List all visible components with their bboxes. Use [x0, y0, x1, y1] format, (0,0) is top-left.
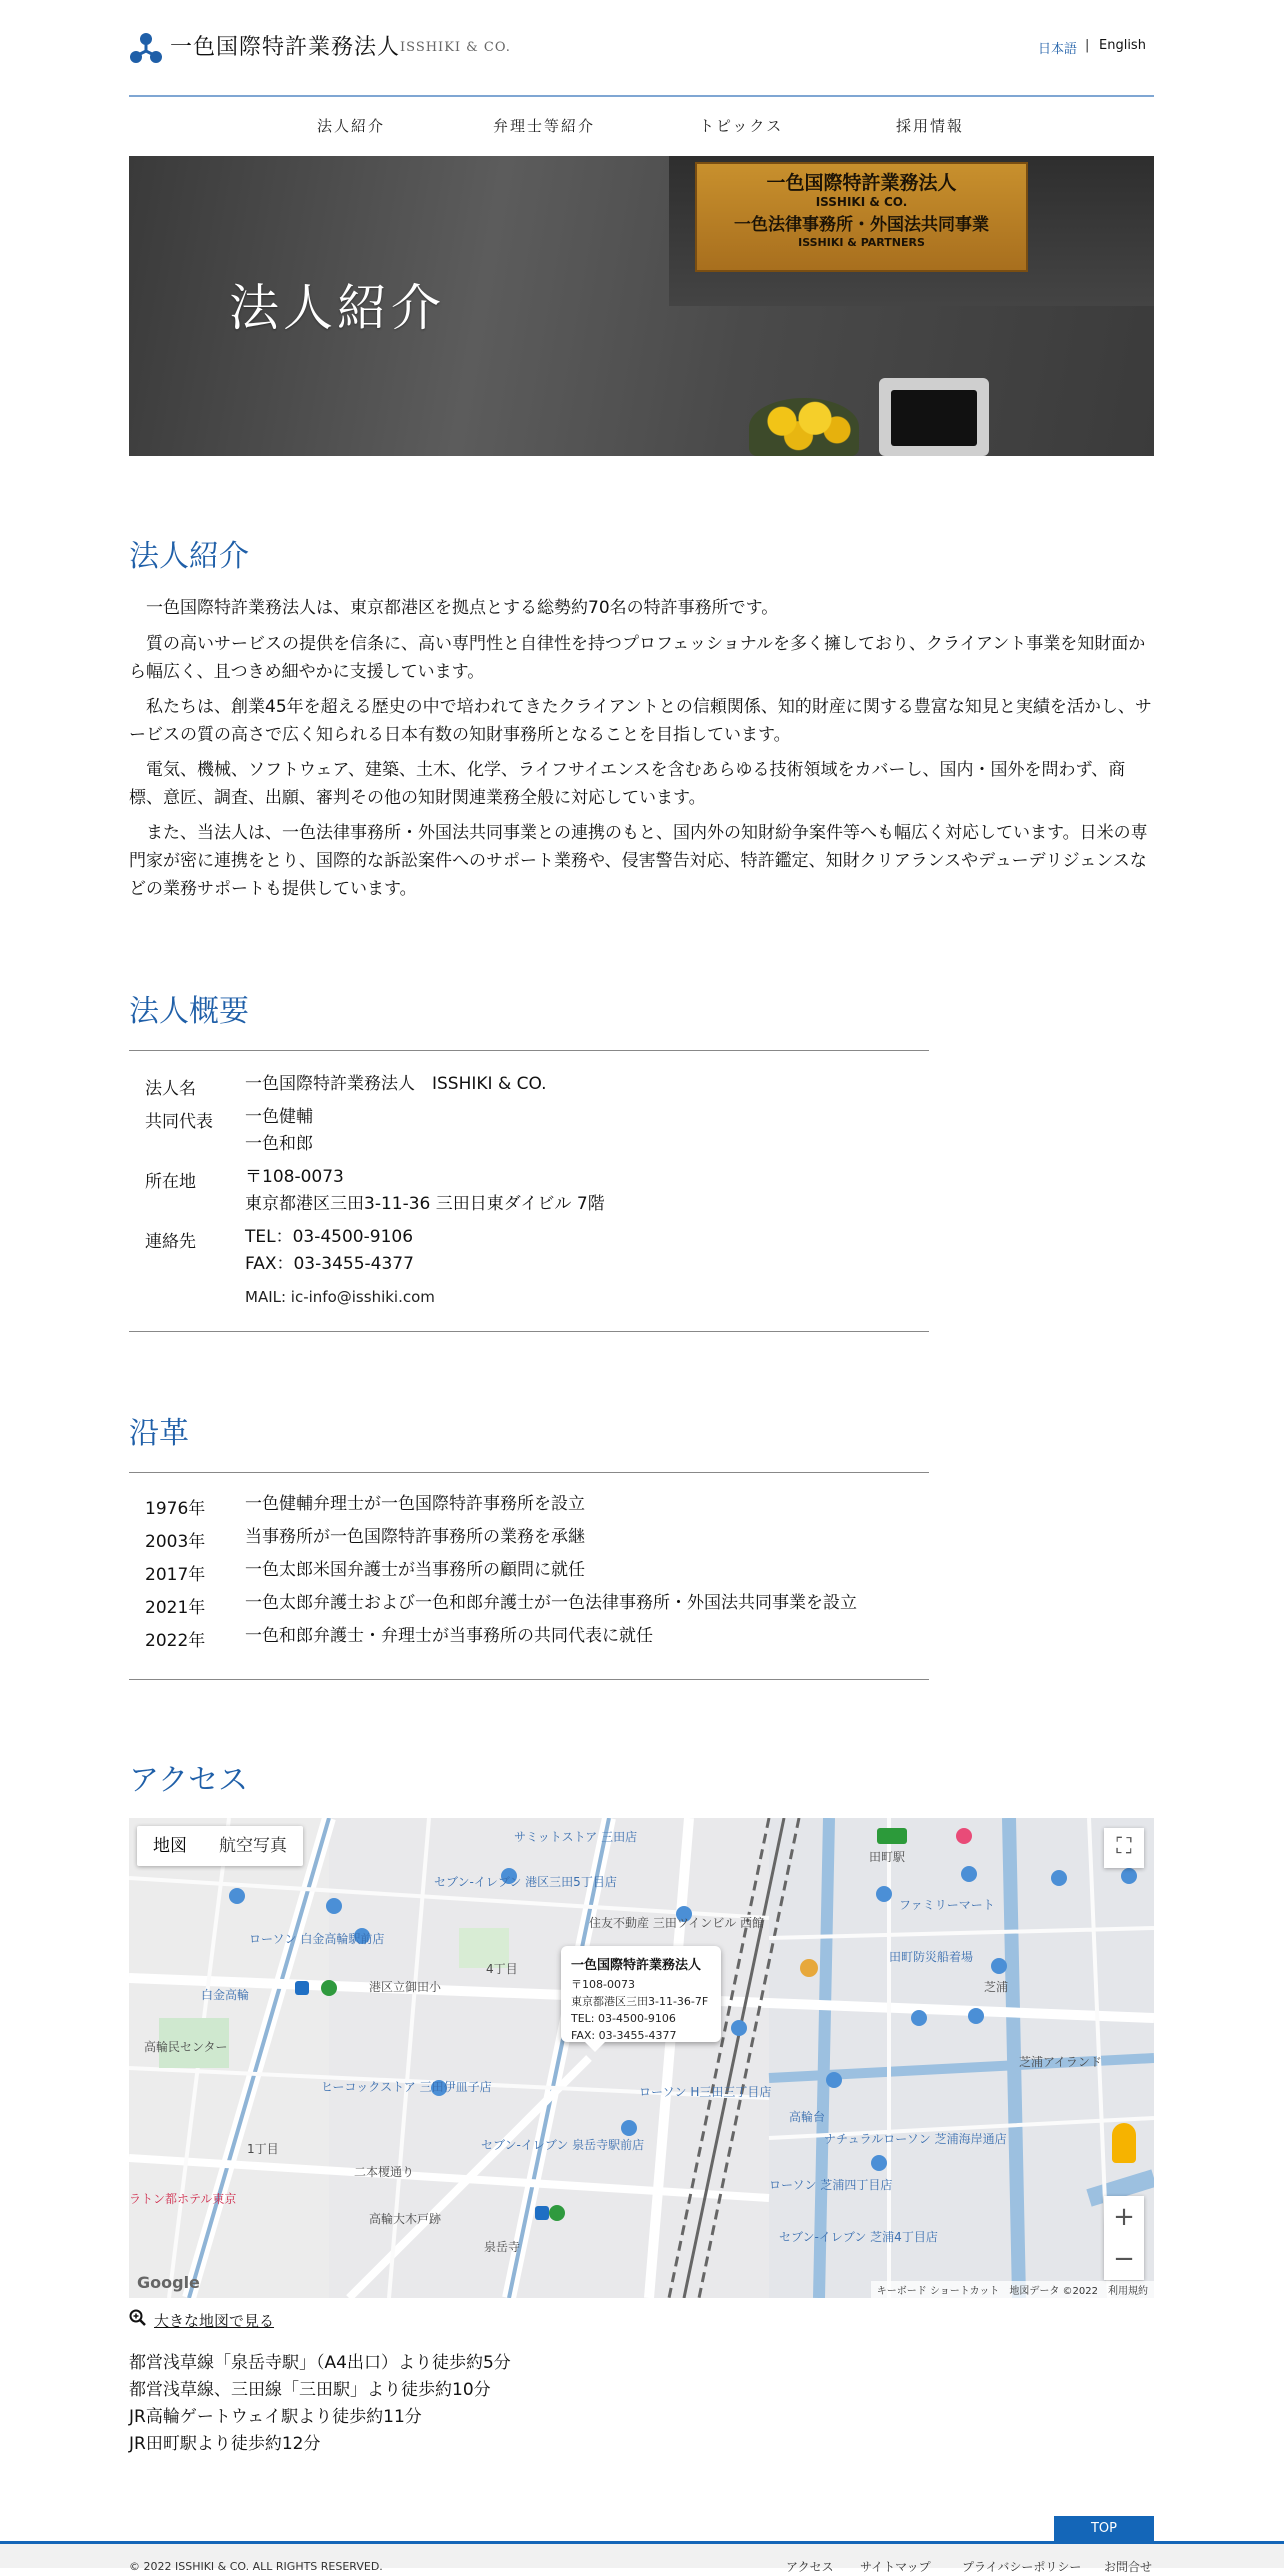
- map-label: セブン-イレブン 港区三田5丁目店: [434, 1875, 617, 1889]
- rep-value: 一色和郎: [245, 1134, 313, 1154]
- map-label: サミットストア 三田店: [514, 1830, 638, 1844]
- zoom-control: [1104, 2196, 1144, 2280]
- hero-banner: [129, 156, 1154, 456]
- map-label: 港区立御田小: [369, 1980, 442, 1994]
- logo-sub: ISSHIKI & CO.: [400, 40, 511, 55]
- map-info-card: [561, 1946, 721, 2042]
- tel-value: TEL：03-4500-9106: [245, 1227, 414, 1247]
- map-label: 白金高輪: [201, 1988, 250, 2002]
- lang-japanese-link[interactable]: 日本語: [1038, 42, 1078, 57]
- footer-link-sitemap[interactable]: サイトマップ: [860, 2560, 931, 2574]
- map-label: セブン-イレブン 芝浦4丁目店: [779, 2230, 938, 2244]
- footer-link-privacy[interactable]: プライバシーポリシー: [962, 2560, 1082, 2574]
- office-sign-image: 一色国際特許業務法人 ISSHIKI & CO. 一色法律事務所・外国法共同事業 ISSHIKI & PARTNERS: [695, 162, 1028, 272]
- history-year: 2003年: [145, 1532, 206, 1552]
- map-canvas[interactable]: [129, 1818, 1154, 2298]
- map-label: 田町駅: [869, 1850, 906, 1864]
- map-type-tabs: [137, 1826, 303, 1866]
- footer-link-contact[interactable]: お問合せ: [1104, 2560, 1153, 2574]
- route-item: JR高輪ゲートウェイ駅より徒歩約11分: [129, 2407, 422, 2427]
- copyright: © 2022 ISSHIKI & CO. ALL RIGHTS RESERVED.: [129, 2560, 383, 2573]
- fullscreen-icon[interactable]: ⛶: [1104, 1828, 1144, 1868]
- overview-bottom-rule: [129, 1331, 929, 1332]
- map-card-line: 東京都港区三田3-11-36-7F: [571, 1995, 709, 2008]
- lang-english-link[interactable]: English: [1099, 38, 1146, 53]
- map-label: ローソン 白金高輪駅前店: [249, 1932, 385, 1946]
- overview-top-rule: [129, 1050, 929, 1051]
- intro-paragraph: 質の高いサービスの提供を信条に、高い専門性と自律性を持つプロフェッショナルを多く擁しており、クライアント事業を知財面から幅広く、且つきめ細やかに支援しています。: [129, 634, 1146, 682]
- intro-paragraph: 電気、機械、ソフトウェア、建築、土木、化学、ライフサイエンスを含むあらゆる技術領域をカバーし、国内・国外を問わず、商標、意匠、調査、出願、審判その他の知財関連業務全般に対応しています。: [129, 760, 1126, 808]
- addr-label: 所在地: [145, 1172, 196, 1192]
- section-heading-about: 法人紹介: [129, 539, 249, 574]
- map-card-line: 〒108-0073: [571, 1978, 635, 1991]
- map-label: 高輪大木戸跡: [369, 2212, 442, 2226]
- pegman-icon[interactable]: [1112, 2123, 1136, 2163]
- map-card-title: 一色国際特許業務法人: [571, 1958, 702, 1973]
- contact-label: 連絡先: [145, 1232, 196, 1252]
- map-label: 高輪民センター: [144, 2040, 228, 2054]
- history-year: 2017年: [145, 1565, 206, 1585]
- rep-value: 一色健輔: [245, 1107, 313, 1127]
- lang-separator: |: [1085, 38, 1090, 53]
- tablet-image: [879, 378, 989, 456]
- map-tab-aerial[interactable]: 航空写真: [219, 1836, 287, 1856]
- history-year: 1976年: [145, 1499, 206, 1519]
- history-text: 当事務所が一色国際特許事務所の業務を承継: [245, 1527, 585, 1547]
- google-logo[interactable]: Google: [137, 2273, 200, 2292]
- history-top-rule: [129, 1472, 929, 1473]
- map-label: 泉岳寺: [484, 2240, 521, 2254]
- history-text: 一色健輔弁理士が一色国際特許事務所を設立: [245, 1494, 585, 1514]
- logo-text[interactable]: 一色国際特許業務法人: [170, 35, 401, 60]
- route-item: 都営浅草線「泉岳寺駅」（A4出口）より徒歩約5分: [129, 2353, 511, 2373]
- address: 東京都港区三田3-11-36 三田日東ダイビル 7階: [245, 1194, 605, 1214]
- route-item: 都営浅草線、三田線「三田駅」より徒歩約10分: [129, 2380, 491, 2400]
- map-label: 二本榎通り: [354, 2165, 415, 2179]
- map-label: ファミリーマート: [899, 1898, 995, 1912]
- access-routes: [129, 2350, 511, 2458]
- intro-paragraph: 一色国際特許業務法人は、東京都港区を拠点とする総勢約70名の特許事務所です。: [146, 598, 779, 618]
- map-label: 1丁目: [247, 2142, 279, 2156]
- header-divider: [129, 95, 1154, 97]
- mail-value: MAIL: ic-info@isshiki.com: [245, 1288, 435, 1306]
- map-label: 芝浦: [984, 1980, 1009, 1994]
- history-year: 2021年: [145, 1598, 206, 1618]
- logo-icon[interactable]: [129, 31, 163, 65]
- flowers-image: [749, 398, 859, 456]
- back-to-top-button[interactable]: TOP: [1054, 2516, 1154, 2542]
- history-year: 2022年: [145, 1631, 206, 1651]
- google-map[interactable]: [129, 1818, 1154, 2298]
- fax-value: FAX：03-3455-4377: [245, 1254, 414, 1274]
- history-text: 一色和郎弁護士・弁理士が当事務所の共同代表に就任: [245, 1626, 653, 1646]
- map-label: 住友不動産 三田ツインビル 西館: [589, 1916, 765, 1930]
- zoom-in-button[interactable]: +: [1113, 2202, 1135, 2232]
- history-bottom-rule: [129, 1679, 929, 1680]
- route-item: JR田町駅より徒歩約12分: [129, 2434, 321, 2454]
- nav-item-recruit[interactable]: 採用情報: [896, 117, 965, 135]
- intro-paragraph: 私たちは、創業45年を超える歴史の中で培われてきたクライアントとの信頼関係、知的財産に関する豊富な知見と実績を活かし、サービスの質の高さで広く知られる日本有数の知財事務所となることを目指しています。: [129, 697, 1152, 745]
- history-text: 一色太郎弁護士および一色和郎弁護士が一色法律事務所・外国法共同事業を設立: [245, 1593, 857, 1613]
- map-label: ローソン H三田三丁目店: [639, 2085, 772, 2099]
- map-label: 田町防災船着場: [889, 1950, 974, 1964]
- map-tab-map[interactable]: 地図: [153, 1836, 187, 1856]
- map-label: 高輪台: [789, 2110, 826, 2124]
- hero-title: 法人紹介: [229, 279, 445, 337]
- nav-item-attorneys[interactable]: 弁理士等紹介: [493, 117, 596, 135]
- footer-link-access[interactable]: アクセス: [786, 2560, 834, 2574]
- map-label: ヒーコックストア 三田伊皿子店: [321, 2080, 492, 2094]
- section-heading-history: 沿革: [129, 1416, 189, 1451]
- map-label: 4丁目: [486, 1962, 518, 1976]
- name-label: 法人名: [145, 1079, 196, 1099]
- rep-label: 共同代表: [145, 1112, 213, 1132]
- nav-item-topics[interactable]: トピックス: [699, 117, 784, 135]
- map-label: 芝浦アイランド: [1019, 2055, 1102, 2069]
- map-card-line: FAX: 03-3455-4377: [571, 2029, 677, 2042]
- map-label: ナチュラルローソン 芝浦海岸通店: [824, 2132, 1007, 2146]
- larger-map-link[interactable]: 大きな地図で見る: [154, 2312, 275, 2330]
- name-value: 一色国際特許業務法人 ISSHIKI & CO.: [245, 1074, 547, 1094]
- map-attribution[interactable]: キーボード ショートカット 地図データ ©2022 利用規約: [871, 2281, 1154, 2298]
- map-label: ラトン都ホテル東京: [129, 2192, 237, 2206]
- history-text: 一色太郎米国弁護士が当事務所の顧問に就任: [245, 1560, 585, 1580]
- section-heading-overview: 法人概要: [129, 994, 249, 1029]
- section-heading-access: アクセス: [129, 1763, 249, 1798]
- magnifier-icon: [129, 2309, 147, 2327]
- zoom-out-button[interactable]: −: [1113, 2244, 1135, 2274]
- nav-item-about[interactable]: 法人紹介: [317, 117, 386, 135]
- intro-paragraph: また、当法人は、一色法律事務所・外国法共同事業との連携のもと、国内外の知財紛争案件等へも幅広く対応しています。日米の専門家が密に連携をとり、国際的な訴訟案件へのサポート業務や、侵害警告対応、特許鑑定、知財クリアランスやデューデリジェンスなどの業務サポートも提供しています。: [129, 823, 1148, 899]
- map-label: セブン-イレブン 泉岳寺駅前店: [481, 2138, 645, 2152]
- map-card-line: TEL: 03-4500-9106: [571, 2012, 676, 2025]
- map-label: ローソン 芝浦四丁目店: [769, 2178, 893, 2192]
- postal-code: 〒108-0073: [245, 1167, 344, 1187]
